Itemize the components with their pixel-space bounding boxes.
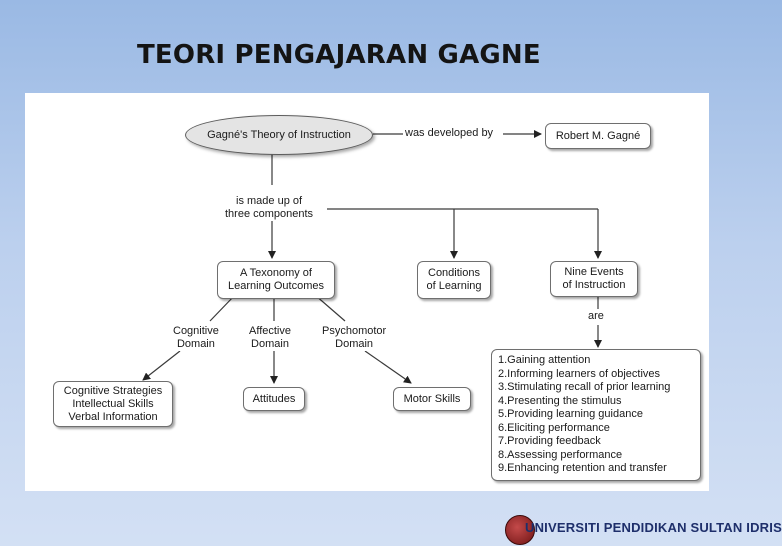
made-up-of-label: is made up of three components (225, 195, 314, 220)
arrow-to-motor (365, 351, 411, 383)
motor-skills-node: Motor Skills (393, 387, 471, 411)
concept-map-panel (25, 93, 709, 491)
event-item: 9.Enhancing retention and transfer (498, 462, 667, 474)
author-node: Robert M. Gagné (545, 123, 651, 149)
event-item: 8.Assessing performance (498, 448, 623, 461)
event-item: 7.Providing feedback (498, 435, 601, 447)
root-node-label: Gagné's Theory of Instruction (207, 129, 351, 141)
affective-domain-label: Affective Domain (249, 325, 291, 350)
arrow-to-cognitive-outcomes (143, 351, 180, 380)
conditions-node: Conditions of Learning (417, 261, 491, 299)
event-item: 5.Providing learning guidance (498, 408, 643, 420)
attitudes-node: Attitudes (243, 387, 305, 411)
taxonomy-node: A Texonomy of Learning Outcomes (217, 261, 335, 299)
event-item: 1.Gaining attention (498, 354, 591, 366)
event-item: 2.Informing learners of objectives (498, 367, 661, 380)
developed-by-label: was developed by (405, 127, 494, 139)
are-label: are (588, 310, 604, 322)
cognitive-domain-label: Cognitive Domain (173, 325, 219, 350)
nine-events-node: Nine Events of Instruction (550, 261, 638, 297)
nine-events-list (491, 349, 701, 481)
university-logo (505, 513, 782, 543)
psychomotor-domain-label: Psychomotor Domain (322, 325, 387, 350)
root-node (185, 115, 373, 155)
event-item: 6.Eliciting performance (498, 421, 610, 434)
university-name: UNIVERSITI PENDIDIKAN SULTAN IDRIS (525, 520, 782, 535)
cognitive-outcomes-node: Cognitive Strategies Intellectual Skills Verbal Information (53, 381, 173, 427)
event-item: 4.Presenting the stimulus (498, 394, 622, 407)
event-item: 3.Stimulating recall of prior learning (498, 381, 671, 393)
slide-title: TEORI PENGAJARAN GAGNE (137, 40, 541, 70)
